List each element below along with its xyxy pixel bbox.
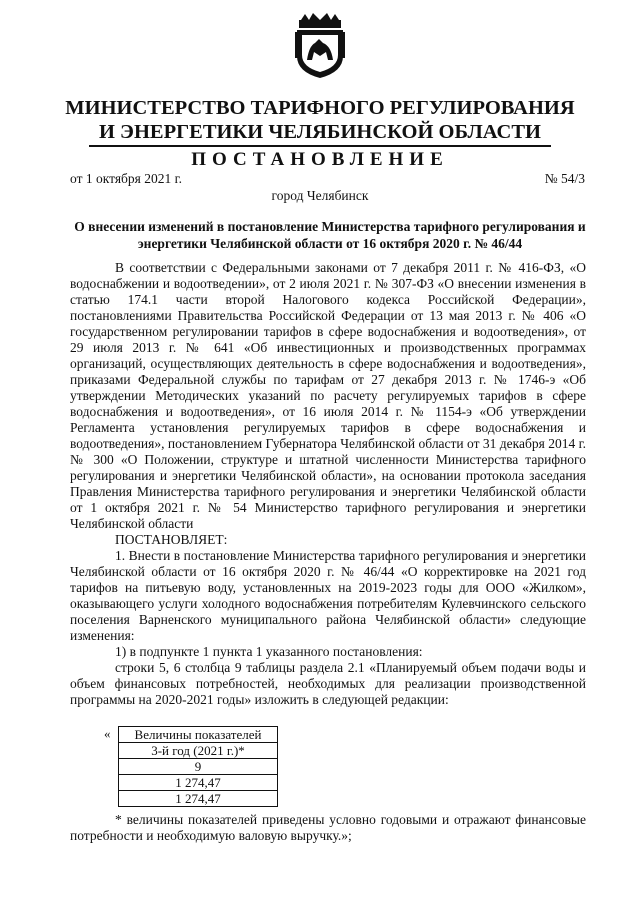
document-title: О внесении изменений в постановление Министерства тарифного регулирования и энергетики Челябинской области от 16 октября 2020 г. № 46/44 — [74, 219, 586, 251]
ministry-name-line2: И ЭНЕРГЕТИКИ ЧЕЛЯБИНСКОЙ ОБЛАСТИ — [89, 120, 551, 147]
table-cell: 3-й год (2021 г.)* — [119, 743, 278, 759]
document-type: ПОСТАНОВЛЕНИЕ — [191, 149, 449, 170]
table-cell: 1 274,47 — [119, 775, 278, 791]
clause-1-paragraph: 1. Внести в постановление Министерства тарифного регулирования и энергетики Челябинской области от 16 октября 2020 г. № 46/44 «О корректировке на 2021 год тарифов на питьевую воду, установленных на 2019-2023 годы для ООО «Жилком», оказывающего услуги холодного водоснабжения потребителям Кулевчинского сельского поселения Варненского муниципального района Челябинской области» следующие изменения: — [70, 548, 586, 643]
document-city: город Челябинск — [271, 188, 369, 203]
subclause-paragraph: 1) в подпункте 1 пункта 1 указанного постановления: — [115, 644, 423, 659]
table-cell: 1 274,47 — [119, 791, 278, 807]
table-cell: Величины показателей — [119, 727, 278, 743]
table-cell: 9 — [119, 759, 278, 775]
document-number: № 54/3 — [544, 171, 585, 186]
table-row — [119, 727, 278, 743]
table-row — [119, 759, 278, 775]
ministry-name-line1: МИНИСТЕРСТВО ТАРИФНОГО РЕГУЛИРОВАНИЯ — [65, 97, 575, 119]
ministry-name — [0, 96, 640, 147]
footnote — [70, 812, 586, 844]
document-date: от 1 октября 2021 г. — [70, 171, 183, 186]
coat-of-arms-icon — [293, 12, 347, 80]
values-table — [118, 726, 278, 807]
preamble-paragraph: В соответствии с Федеральными законами от 7 декабря 2011 г. № 416-ФЗ, «О водоснабжении и водоотведении», от 2 июля 2021 г. № 307-ФЗ «О внесении изменения в статью 174.1 части второй Налогового кодекса Российской Федерации», постановлениями Правительства Российской Федерации от 13 мая 2013 г. № 406 «О государственном регулировании тарифов в сфере водоснабжения и водоотведения», от 29 июля 2013 г. № 641 «Об инвестиционных и производственных программах организаций, осуществляющих деятельность в сфере водоснабжения и водоотведения», приказами Федеральной службы по тарифам от 27 декабря 2013 г. № 1746-э «Об утверждении Методических указаний по расчету регулируемых тарифов в сфере водоснабжения и водоотведения», от 16 июля 2014 г. № 1154-э «Об утверждении Регламента установления регулируемых тарифов в сфере водоснабжения и водоотведения», постановлением Губернатора Челябинской области от 31 декабря 2014 г. № 300 «О Положении, структуре и штатной численности Министерства тарифного регулирования и энергетики Челябинской области», на основании протокола заседания Правления Министерства тарифного регулирования и энергетики Челябинской области от 1 октября 2021 г. № 54 Министерство тарифного регулирования и энергетики Челябинской области — [70, 260, 586, 531]
table-row — [119, 743, 278, 759]
table-row — [119, 791, 278, 807]
amendment-paragraph: строки 5, 6 столбца 9 таблицы раздела 2.1 «Планируемый объем подачи воды и объем финансовых потребностей, необходимых для реализации производственной программы на 2020-2021 годы» изложить в следующей редакции: — [70, 660, 586, 707]
document-body — [70, 260, 586, 708]
opening-quote: « — [104, 726, 111, 741]
table-row — [119, 775, 278, 791]
decree-word: ПОСТАНОВЛЯЕТ: — [115, 532, 228, 547]
footnote-text: * величины показателей приведены условно годовыми и отражают финансовые потребности и необходимую валовую выручку.»; — [70, 812, 586, 843]
